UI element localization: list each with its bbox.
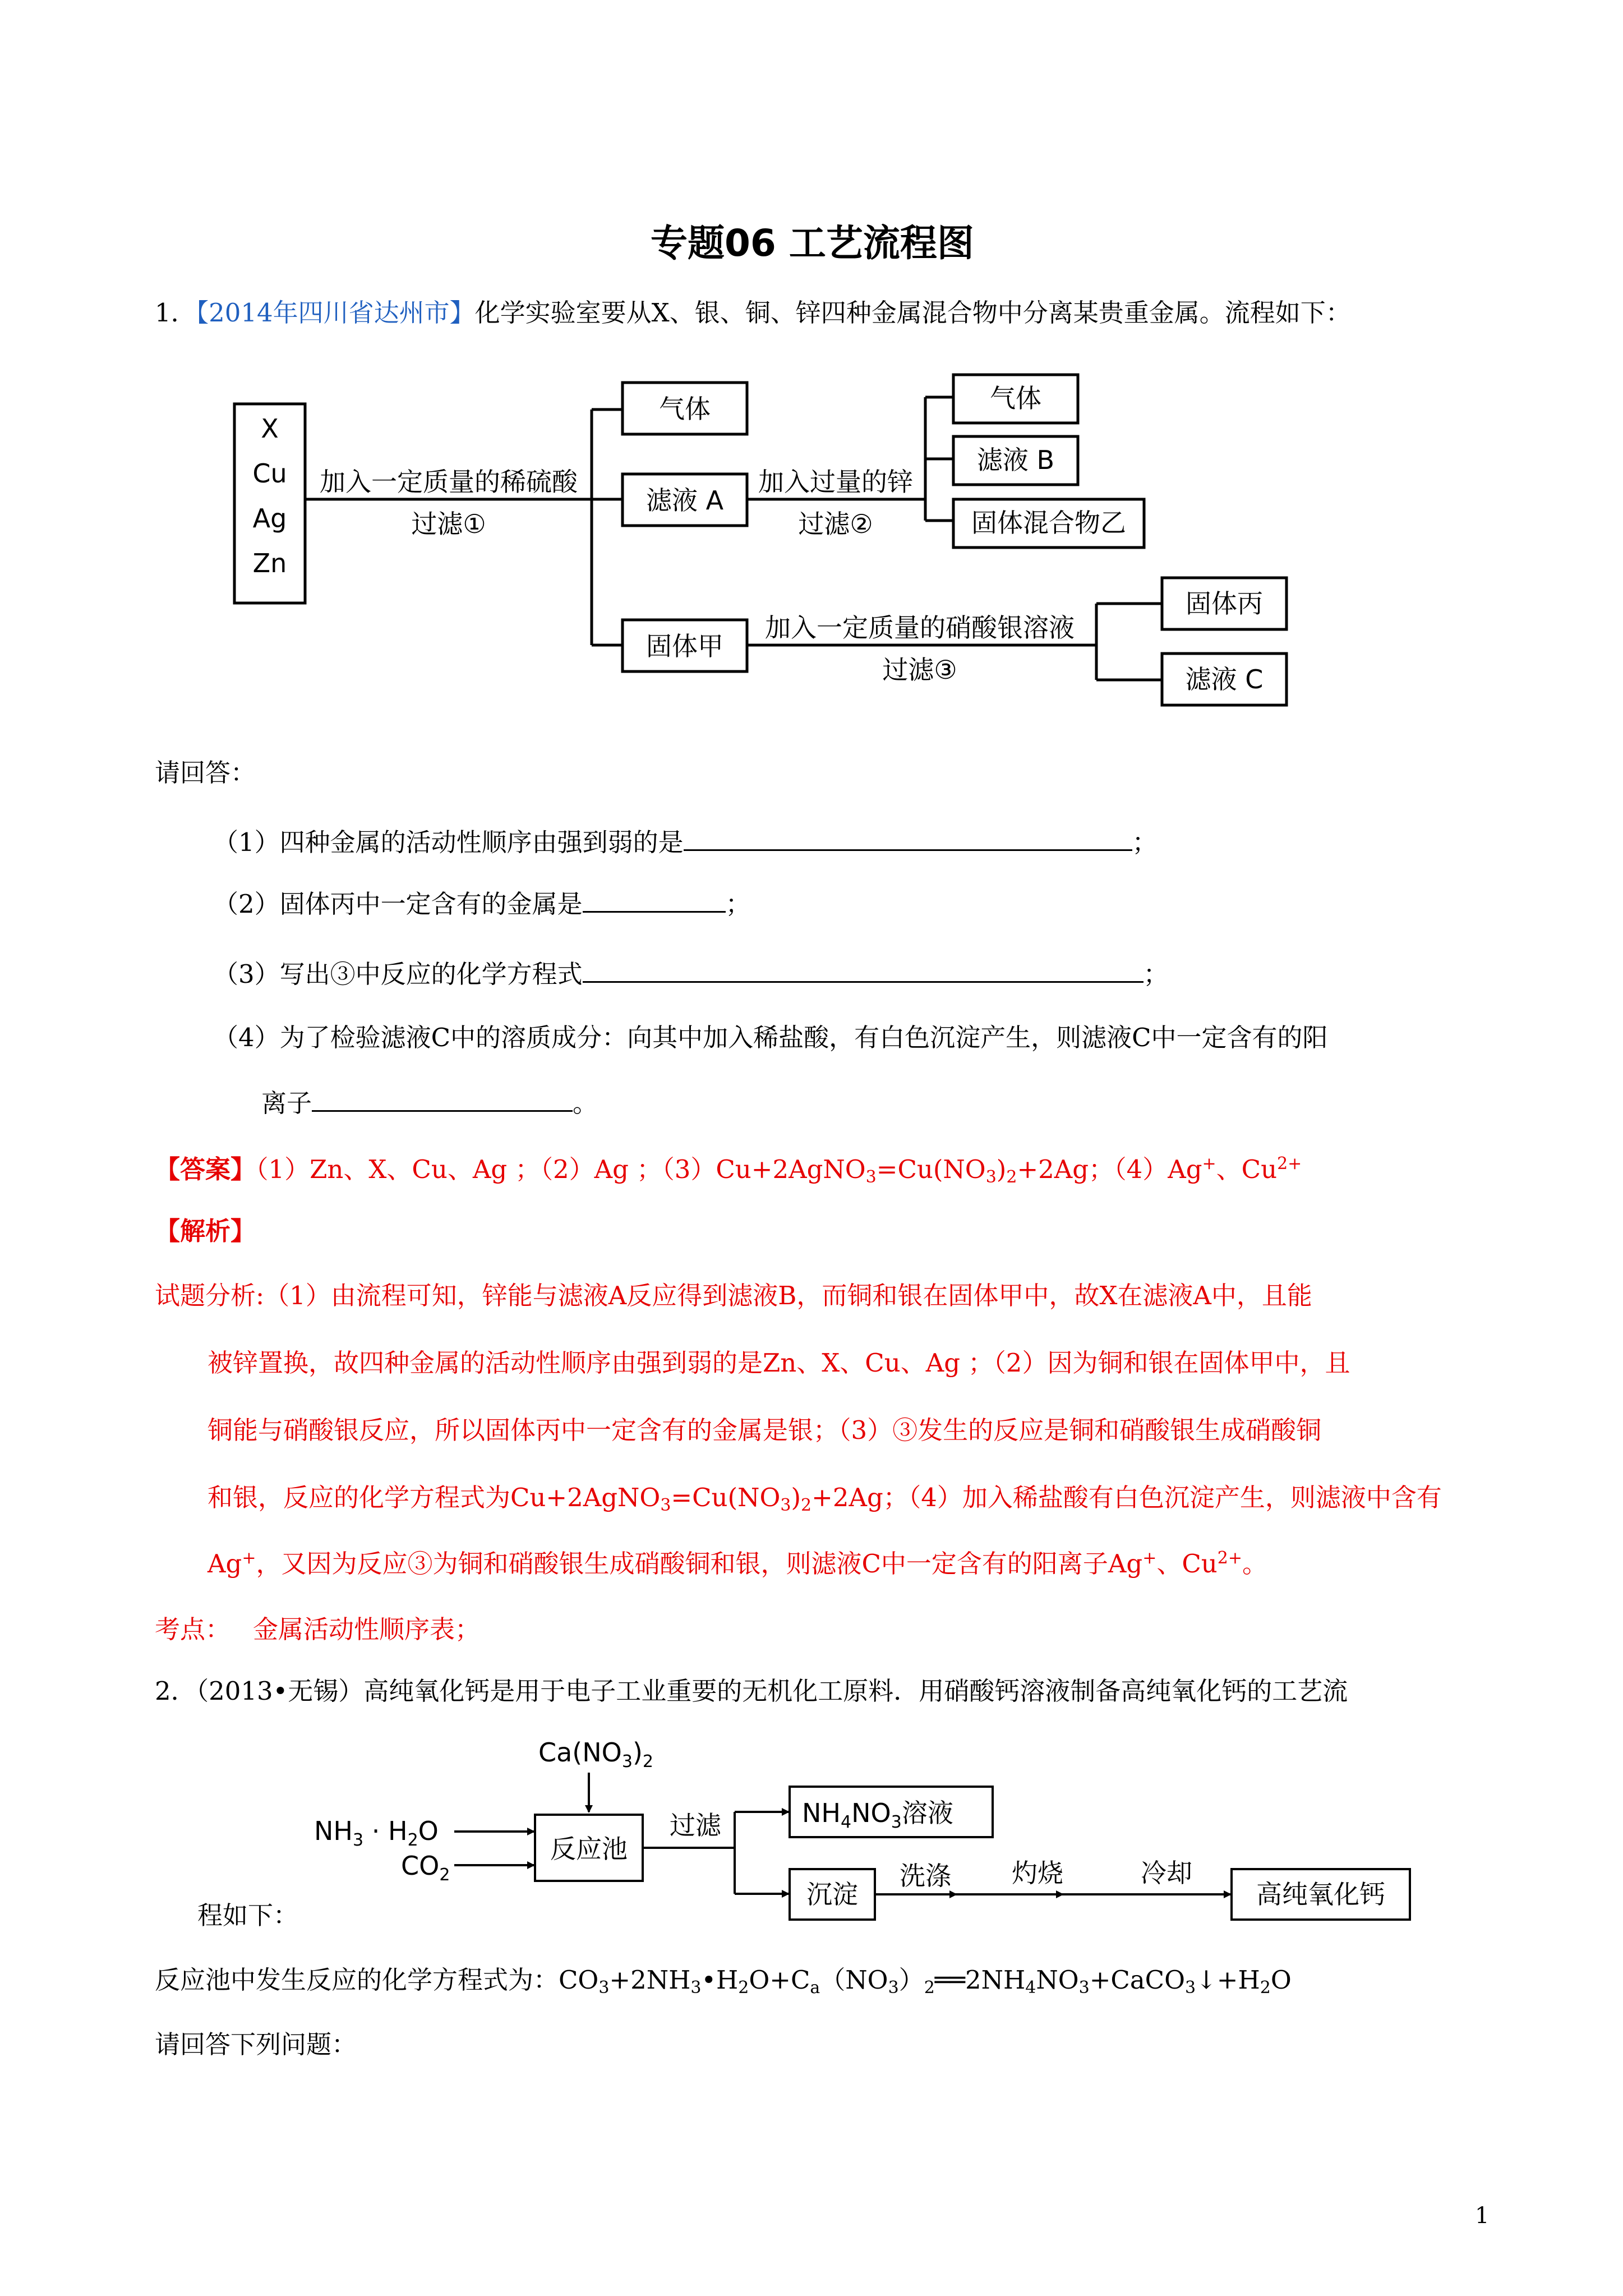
q1-item-1: [213, 825, 1158, 859]
solid-jia-label: 固体甲: [646, 631, 723, 661]
kaodian-tag: 考点：: [155, 1614, 231, 1644]
analysis-l4-sub-1: 3: [660, 1496, 671, 1515]
filtrate-b-label: 滤液 B: [976, 445, 1055, 475]
q1-item-2: [213, 886, 751, 921]
product1-label: $NH_4NO_3$溶液: [802, 1798, 953, 1832]
eq-sub-7: 4: [1025, 1978, 1036, 1998]
answer-text-5: 、Cu: [1216, 1154, 1278, 1184]
filtrate-a-label: 滤液 A: [645, 485, 724, 516]
solid-bing-label: 固体丙: [1186, 588, 1263, 619]
q1-item-1-end: ；: [1132, 827, 1158, 857]
answer-text-1: （1）Zn、X、Cu、Ag ；（2）Ag ；（3）Cu+2AgNO: [256, 1154, 866, 1184]
q1-stem-text: 化学实验室要从X、银、铜、锌四种金属混合物中分离某贵重金属。流程如下：: [474, 298, 1351, 328]
analysis-l4-text-1: 和银，反应的化学方程式为Cu+2AgNO: [208, 1483, 661, 1512]
page-number: 1: [1475, 2203, 1490, 2229]
precipitate-label: 沉淀: [806, 1879, 858, 1910]
q1-item-4-end: 。: [573, 1088, 598, 1118]
analysis-l5-sup-2: +: [1142, 1548, 1157, 1568]
analysis-line-2: 被锌置换，故四种金属的活动性顺序由强到弱的是Zn、X、Cu、Ag ；（2）因为铜和银在固体甲中，且: [208, 1348, 1350, 1378]
analysis-line-1: 试题分析:（1）由流程可知，锌能与滤液A反应得到滤液B，而铜和银在固体甲中，故X在滤液A中，且能: [155, 1281, 1312, 1310]
analysis-l4-sub-3: 2: [801, 1496, 812, 1515]
q2-prompt: 请回答下列问题：: [155, 2030, 357, 2059]
eq-sub-8: 3: [1078, 1978, 1090, 1998]
analysis-line-5: [208, 1547, 1267, 1581]
eq-text-6: ）: [898, 1965, 924, 1995]
step3-op: 过滤③: [882, 655, 957, 685]
solid-mix-yi-label: 固体混合物乙: [971, 508, 1126, 538]
analysis-l5-sup-3: 2+: [1217, 1548, 1242, 1568]
gas1-label: 气体: [659, 394, 711, 424]
analysis-l4-text-2: =Cu(NO: [671, 1483, 781, 1512]
kaodian-text: 金属活动性顺序表；: [253, 1614, 481, 1644]
metal-cu: Cu: [252, 458, 287, 489]
metal-ag: Ag: [252, 503, 287, 533]
eq-sub-10: 2: [1260, 1978, 1271, 1998]
eq-text-1: 反应池中发生反应的化学方程式为：CO: [155, 1965, 599, 1995]
step2-reagent: 加入过量的锌: [758, 467, 913, 497]
q1-item-2-blank[interactable]: [583, 886, 726, 913]
q1-item-3-end: ；: [1143, 959, 1169, 989]
eq-sub-1: 3: [598, 1978, 610, 1998]
eq-sub-2: 3: [690, 1978, 702, 1998]
answer-tag: 【答案】: [155, 1154, 256, 1184]
eq-text-7: ══2NH: [934, 1965, 1026, 1995]
q1-source: 【2014年四川省达州市】: [196, 298, 475, 328]
q1-item-4-label: （4）为了检验滤液C中的溶质成分：向其中加入稀盐酸，有白色沉淀产生，则滤液C中一定含有的阳: [213, 1023, 1328, 1052]
answer-sup-2: 2+: [1277, 1154, 1302, 1174]
analysis-l4-sub-2: 3: [780, 1496, 791, 1515]
analysis-l5-text-4: 。: [1242, 1549, 1268, 1579]
eq-text-5: （NO: [820, 1965, 888, 1995]
analysis-l4-text-4: +2Ag；（4）加入稀盐酸有白色沉淀产生，则滤液中含有: [811, 1483, 1442, 1512]
answer-text-3: ): [996, 1154, 1007, 1184]
answer-text-2: =Cu(NO: [876, 1154, 986, 1184]
gas2-label: 气体: [990, 383, 1041, 413]
q1-item-3-blank[interactable]: [583, 956, 1144, 983]
eq-sub-4: a: [810, 1978, 820, 1998]
filter-label: 过滤: [670, 1810, 721, 1841]
final-label: 高纯氧化钙: [1256, 1879, 1385, 1910]
answer-sup-1: +: [1202, 1154, 1216, 1174]
analysis-l5-text-3: 、Cu: [1156, 1549, 1218, 1579]
q1-item-4: [213, 1021, 1328, 1055]
analysis-l5-text-1: Ag: [208, 1549, 242, 1579]
filtrate-c-label: 滤液 C: [1185, 664, 1264, 694]
eq-text-3: •H: [701, 1965, 739, 1995]
q1-item-1-label: （1）四种金属的活动性顺序由强到弱的是: [213, 827, 684, 857]
answer-text-4: +2Ag；（4）Ag: [1017, 1154, 1202, 1184]
reactor-label: 反应池: [550, 1834, 628, 1864]
analysis-l5-text-2: ，又因为反应③为铜和硝酸银生成硝酸铜和银，则滤液C中一定含有的阳离子Ag: [256, 1549, 1143, 1579]
step1-op: 过滤①: [411, 509, 486, 539]
analysis-l5-sup-1: +: [242, 1548, 256, 1568]
cool-label: 冷却: [1141, 1858, 1192, 1888]
step3-reagent: 加入一定质量的硝酸银溶液: [765, 613, 1075, 643]
q1-flow-diagram: [224, 365, 1318, 724]
analysis-line-3: 铜能与硝酸银反应，所以固体丙中一定含有的金属是银；（3）③发生的反应是铜和硝酸银生成硝酸铜: [208, 1415, 1322, 1445]
metal-x: X: [261, 413, 279, 444]
q1-item-4-cont-text: 离子: [261, 1088, 312, 1118]
q1-prompt: 请回答：: [155, 758, 256, 788]
analysis-l4-text-3: ): [791, 1483, 801, 1512]
metal-zn: Zn: [252, 548, 287, 578]
q2-stem-line-1: 2．（2013•无锡）高纯氧化钙是用于电子工业重要的无机化工原料．用硝酸钙溶液制备高纯氧化钙的工艺流: [155, 1676, 1348, 1706]
eq-sub-5: 3: [888, 1978, 899, 1998]
eq-text-9: +CaCO: [1089, 1965, 1185, 1995]
step1-reagent: 加入一定质量的稀硫酸: [320, 467, 578, 497]
answer-sub-2: 3: [985, 1167, 997, 1187]
eq-text-8: NO: [1036, 1965, 1079, 1995]
q1-item-3-label: （3）写出③中反应的化学方程式: [213, 959, 583, 989]
eq-text-2: +2NH: [609, 1965, 691, 1995]
eq-sub-9: 3: [1184, 1978, 1196, 1998]
q1-item-2-end: ；: [725, 889, 751, 919]
q2-stem-line-2: 程如下：: [197, 1901, 299, 1930]
q1-item-4-cont: [261, 1085, 598, 1120]
eq-sub-6: 2: [924, 1978, 935, 1998]
analysis-line-4: [208, 1481, 1442, 1515]
analysis-tag: 【解析】: [155, 1216, 256, 1246]
page-title: 专题06 工艺流程图: [651, 222, 974, 265]
eq-text-11: O: [1270, 1965, 1292, 1995]
q2-flow-diagram: [308, 1728, 1430, 1930]
wash-label: 洗涤: [900, 1861, 951, 1891]
kaodian: [155, 1613, 480, 1646]
q1-item-1-blank[interactable]: [684, 825, 1132, 851]
eq-sub-3: 2: [738, 1978, 749, 1998]
q1-item-2-label: （2）固体丙中一定含有的金属是: [213, 889, 583, 919]
q1-item-4-blank[interactable]: [312, 1085, 573, 1112]
input-co2: $CO_2$: [401, 1851, 450, 1885]
q1-stem: [155, 296, 1351, 330]
q2-equation: [155, 1963, 1292, 1997]
calcine-label: 灼烧: [1012, 1858, 1063, 1888]
q1-item-3: [213, 956, 1169, 991]
eq-text-4: O+C: [749, 1965, 810, 1995]
step2-op: 过滤②: [798, 509, 873, 539]
input-top: $Ca(NO_3)_2$: [538, 1737, 654, 1772]
eq-text-10: ↓+H: [1196, 1965, 1260, 1995]
input-nh3h2o: $NH_3 \cdot H_2O$: [314, 1816, 439, 1850]
answer-sub-3: 2: [1006, 1167, 1017, 1187]
q1-number: 1．: [155, 298, 196, 328]
q1-answer: [155, 1153, 1302, 1186]
answer-sub-1: 3: [865, 1167, 877, 1187]
